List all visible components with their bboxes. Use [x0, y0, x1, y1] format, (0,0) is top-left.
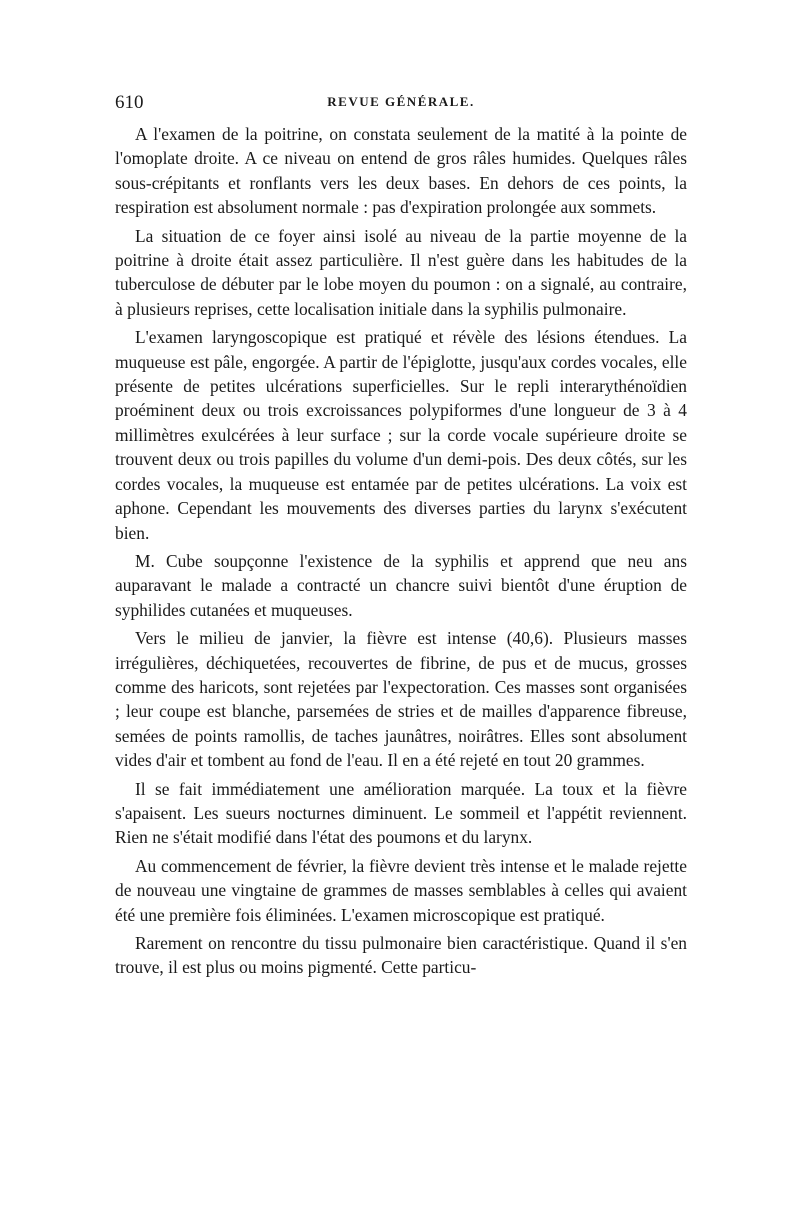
- running-head: [115, 92, 687, 122]
- paragraph-fevrier: Au commencement de février, la fièvre devient très intense et le malade rejette de nouveau une vingtaine de grammes de masses semblables à celles qui avaient été une première fois éliminées. L'examen microscopique est pratiqué.: [115, 855, 687, 925]
- page-number: 610: [115, 92, 144, 113]
- paragraph-examen-poitrine: A l'examen de la poitrine, on constata seulement de la matité à la pointe de l'omoplate droite. A ce niveau on entend de gros râles humides. Quelques râles sous-crépitants et ronflants vers les deux bases. En dehors de ces points, la respiration est absolument normale : pas d'expiration prolongée aux sommets.: [115, 124, 687, 218]
- journal-title: REVUE GÉNÉRALE.: [327, 94, 475, 109]
- paragraph-situation-foyer: La situation de ce foyer ainsi isolé au niveau de la partie moyenne de la poitrine à droite était assez particulière. Il n'est guère dans les habitudes de la tuberculose de débuter par le lobe moyen du poumon : on a signalé, au contraire, à plusieurs reprises, cette localisation initiale dans la syphilis pulmonaire.: [115, 225, 687, 319]
- paragraph-tissu-pulmonaire: Rarement on rencontre du tissu pulmonaire bien caractéristique. Quand il s'en trouve, il est plus ou moins pigmenté. Cette particu-: [115, 933, 687, 978]
- paragraph-amelioration: Il se fait immédiatement une amélioration marquée. La toux et la fièvre s'apaisent. Les sueurs nocturnes diminuent. Le sommeil et l'appétit reviennent. Rien ne s'était modifié dans l'état des poumons et du larynx.: [115, 778, 687, 848]
- paragraph-examen-laryngoscopique: L'examen laryngoscopique est pratiqué et révèle des lésions étendues. La muqueuse est pâle, engorgée. A partir de l'épiglotte, jusqu'aux cordes vocales, elle présente de petites ulcérations superficielles. Sur le repli interarythénoïdien proéminent deux ou trois excroissances polypiformes d'une longueur de 3 à 4 millimètres exulcérées à leur surface ; sur la corde vocale supérieure droite se trouvent deux ou trois papilles du volume d'un demi-pois. Des deux côtés, sur les cordes vocales, la muqueuse est entamée par de petites ulcérations. La voix est aphone. Cependant les mouvements des diverses parties du larynx s'exécutent bien.: [115, 327, 687, 543]
- paragraph-cube-syphilis: M. Cube soupçonne l'existence de la syphilis et apprend que neu ans auparavant le malade a contracté un chancre suivi bientôt d'une éruption de syphilides cutanées et muqueuses.: [115, 550, 687, 620]
- paragraph-janvier-fievre: Vers le milieu de janvier, la fièvre est intense (40,6). Plusieurs masses irrégulières, déchiquetées, recouvertes de fibrine, de pus et de mucus, grosses comme des haricots, sont rejetées par l'expectoration. Ces masses sont organisées ; leur coupe est blanche, parsemées de stries et de mailles d'apparence fibreuse, semées de points ramollis, de taches jaunâtres, noirâtres. Elles sont absolument vides d'air et tombent au fond de l'eau. Il en a été rejeté en tout 20 grammes.: [115, 628, 687, 771]
- book-page: [115, 92, 687, 980]
- body-text: [115, 122, 687, 980]
